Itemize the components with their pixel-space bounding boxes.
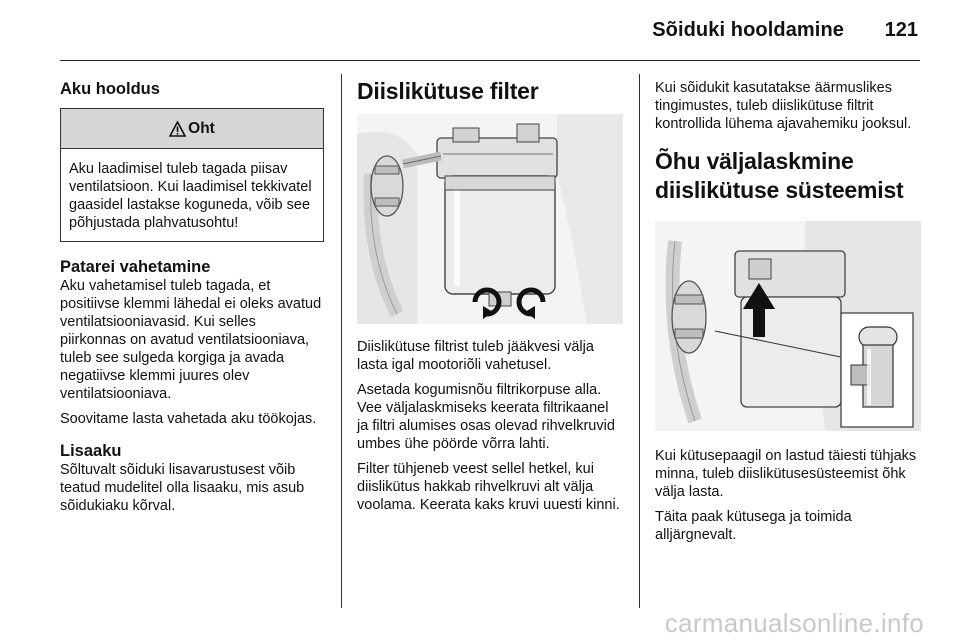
- warning-header: [61, 109, 323, 149]
- battery-replacement-paragraph-2: Soovitame lasta vahetada aku töökojas.: [60, 411, 317, 427]
- column-1: [60, 76, 324, 522]
- warning-box: [60, 108, 324, 242]
- page-number: 121: [884, 19, 918, 41]
- diesel-filter-illustration: [357, 114, 623, 324]
- subheading-battery-replacement: Patarei vahetamine: [60, 258, 211, 276]
- battery-replacement-paragraph-1: Aku vahetamisel tuleb tagada, et positiivse klemmi lähedal ei oleks avatud ventilatsiooniavasid. Kui selles piirkonnas on avatud ventilatsiooniava, tuleb see sulgeda korgiga ja avada negatiivse klemmi juures olev ventilatsiooniava.: [60, 278, 322, 402]
- diesel-filter-paragraph-1: Diislikütuse filtrist tuleb jääkvesi välja lasta igal mootoriõli vahetusel.: [357, 339, 594, 373]
- intro-paragraph: Kui sõidukit kasutatakse äärmuslikes tingimustes, tuleb diislikütuse filtrit kontrollida lühema ajavahemiku jooksul.: [655, 80, 912, 132]
- watermark: carmanualsonline.info: [664, 608, 924, 638]
- diesel-filter-paragraph-3: Filter tühjeneb veest sellel hetkel, kui diislikütus hakkab rihvelkruvi alt välja voolama. Keerata kaks kruvi uuesti kinni.: [357, 461, 620, 513]
- page-header: [0, 0, 960, 60]
- warning-label: Oht: [188, 119, 215, 137]
- column-divider-1: [341, 74, 342, 608]
- extra-battery-paragraph: Sõltuvalt sõiduki lisavarustusest võib teatud mudelitel olla lisaaku, mis asub sõidukiaku kõrval.: [60, 462, 305, 514]
- section-heading-air-bleeding: Õhu väljalaskmine diislikütuse süsteemist: [655, 148, 904, 203]
- column-3: [655, 76, 923, 551]
- diesel-filter-paragraph-2: Asetada kogumisnõu filtrikorpuse alla. Vee väljalaskmiseks keerata filtrikaanel ja filtri alumises osas olevad rihvelkruvid umbes ühe pöörde võrra lahti.: [357, 382, 615, 452]
- subheading-extra-battery: Lisaaku: [60, 442, 122, 460]
- column-divider-2: [639, 74, 640, 608]
- air-bleed-illustration: [655, 221, 921, 431]
- warning-triangle-icon: [169, 121, 186, 137]
- header-title: Sõiduki hooldamine: [652, 19, 844, 41]
- air-bleed-paragraph-2: Täita paak kütusega ja toimida alljärgnevalt.: [655, 509, 852, 543]
- warning-text: Aku laadimisel tuleb tagada piisav ventilatsioon. Kui laadimisel tekkivatel gaasidel lastakse koguneda, võib see põhjustada plahvatusohtu!: [69, 161, 312, 231]
- section-heading-diesel-filter: Diislikütuse filter: [357, 78, 539, 104]
- section-heading-battery-care: Aku hooldus: [60, 80, 160, 98]
- air-bleed-paragraph-1: Kui kütusepaagil on lastud täiesti tühjaks minna, tuleb diislikütusesüsteemist õhk välja lasta.: [655, 448, 917, 500]
- header-rule: [60, 60, 920, 61]
- column-2: [357, 76, 623, 521]
